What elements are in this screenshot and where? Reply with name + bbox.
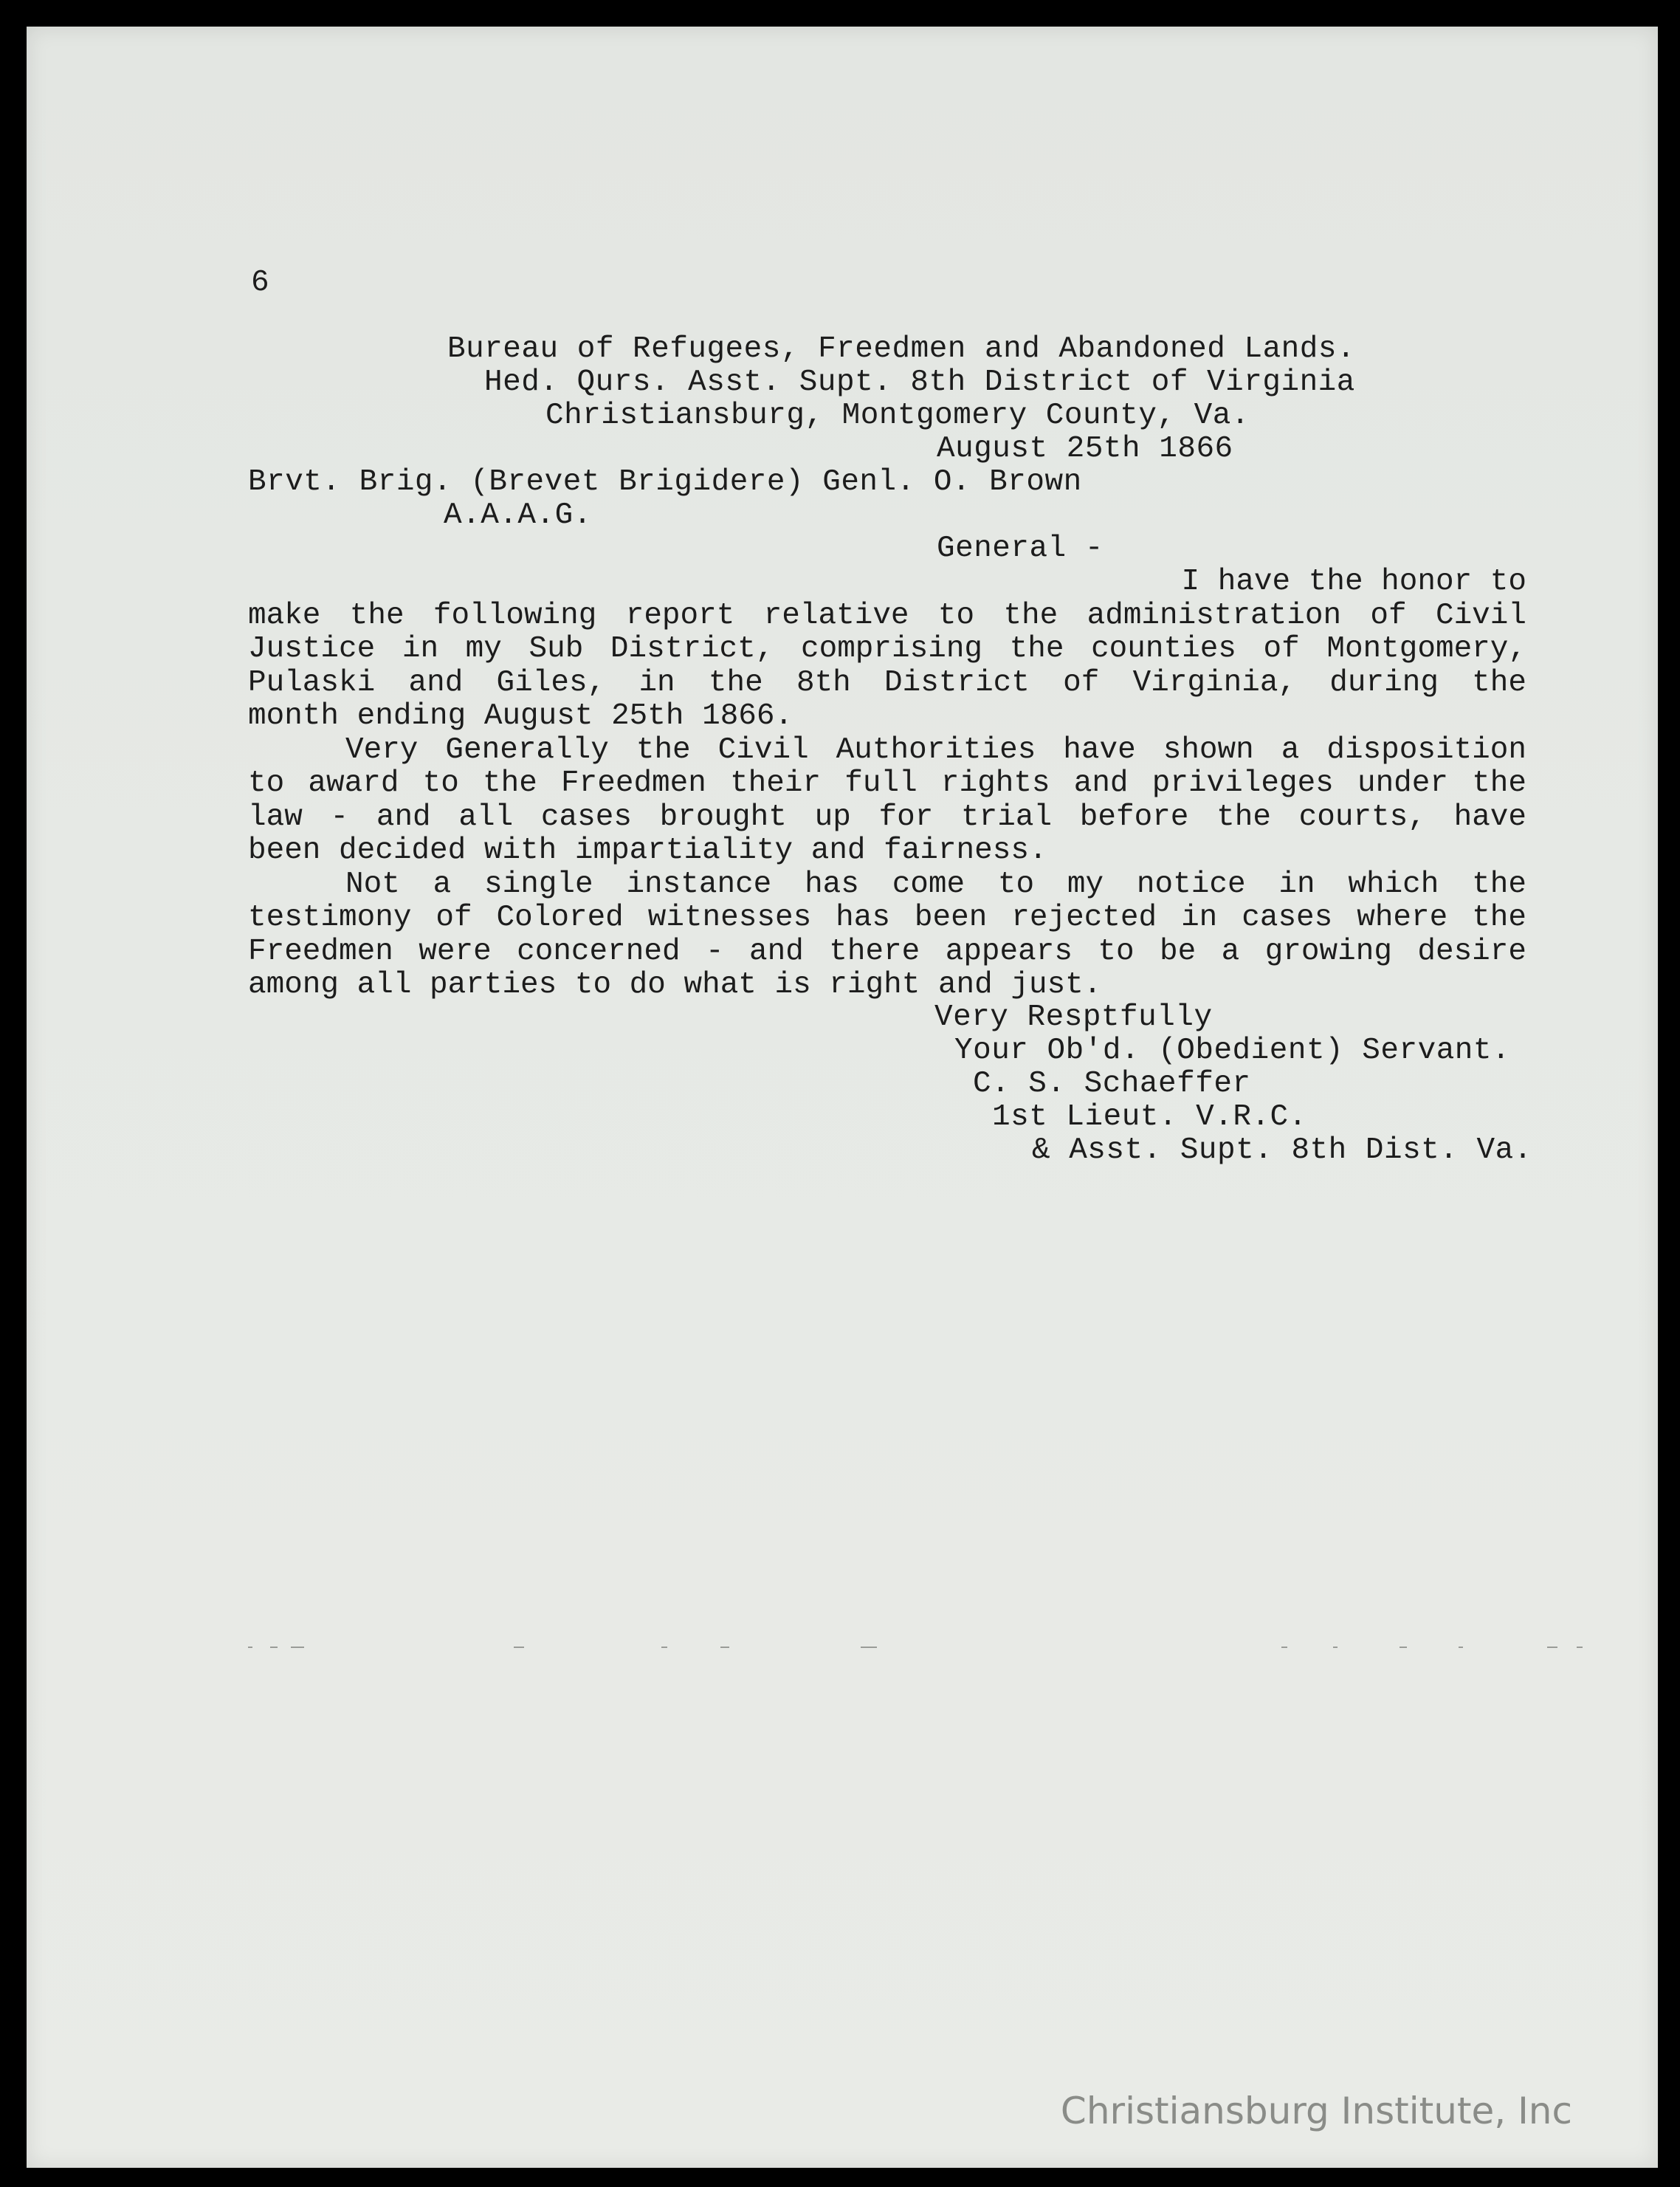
paragraph-testimony xyxy=(248,868,1526,1003)
closing-servant: Your Ob'd. (Obedient) Servant. xyxy=(954,1034,1511,1068)
letterhead-bureau: Bureau of Refugees, Freedmen and Abandoned Lands. xyxy=(447,332,1356,366)
body-line: law - and all cases brought up for trial before the courts, have xyxy=(248,800,1526,834)
addressee-name: Brvt. Brig. (Brevet Brigidere) Genl. O. Brown xyxy=(248,465,1082,499)
addressee-title: A.A.A.G. xyxy=(444,498,592,532)
body-line: been decided with impartiality and fairness. xyxy=(248,834,1047,868)
body-line: among all parties to do what is right and just. xyxy=(248,968,1102,1002)
body-line: Freedmen were concerned - and there appears to be a growing desire xyxy=(248,934,1526,969)
body-line: month ending August 25th 1866. xyxy=(248,699,793,733)
letterhead-location: Christiansburg, Montgomery County, Va. xyxy=(545,399,1250,433)
paragraph-civil-authorities xyxy=(248,734,1526,868)
paragraph-report-intro xyxy=(248,566,1526,734)
page-number: 6 xyxy=(251,266,270,300)
body-line: Pulaski and Giles, in the 8th District of Virginia, during the xyxy=(248,665,1526,700)
salutation: General - xyxy=(937,532,1104,566)
document-page xyxy=(27,27,1658,2168)
letterhead-headquarters: Hed. Qurs. Asst. Supt. 8th District of Virginia xyxy=(484,365,1355,399)
scan-artifact-dots xyxy=(248,1645,1591,1649)
body-line: Very Generally the Civil Authorities have shown a disposition xyxy=(345,732,1526,767)
letter-date: August 25th 1866 xyxy=(937,432,1233,466)
body-line: Justice in my Sub District, comprising the counties of Montgomery, xyxy=(248,632,1526,666)
watermark-credit: Christiansburg Institute, Inc xyxy=(1060,2090,1572,2132)
body-line: Not a single instance has come to my notice in which the xyxy=(345,867,1526,902)
letter-body xyxy=(248,566,1526,1003)
body-line: I have the honor to xyxy=(1181,565,1526,599)
signatory-rank: 1st Lieut. V.R.C. xyxy=(992,1100,1307,1134)
body-line: make the following report relative to the administration of Civil xyxy=(248,598,1526,633)
body-line: testimony of Colored witnesses has been rejected in cases where the xyxy=(248,901,1526,935)
closing-valediction: Very Resptfully xyxy=(934,1000,1213,1034)
signatory-position: & Asst. Supt. 8th Dist. Va. xyxy=(1032,1133,1532,1167)
signatory-name: C. S. Schaeffer xyxy=(973,1067,1251,1101)
body-line: to award to the Freedmen their full rights and privileges under the xyxy=(248,766,1526,800)
